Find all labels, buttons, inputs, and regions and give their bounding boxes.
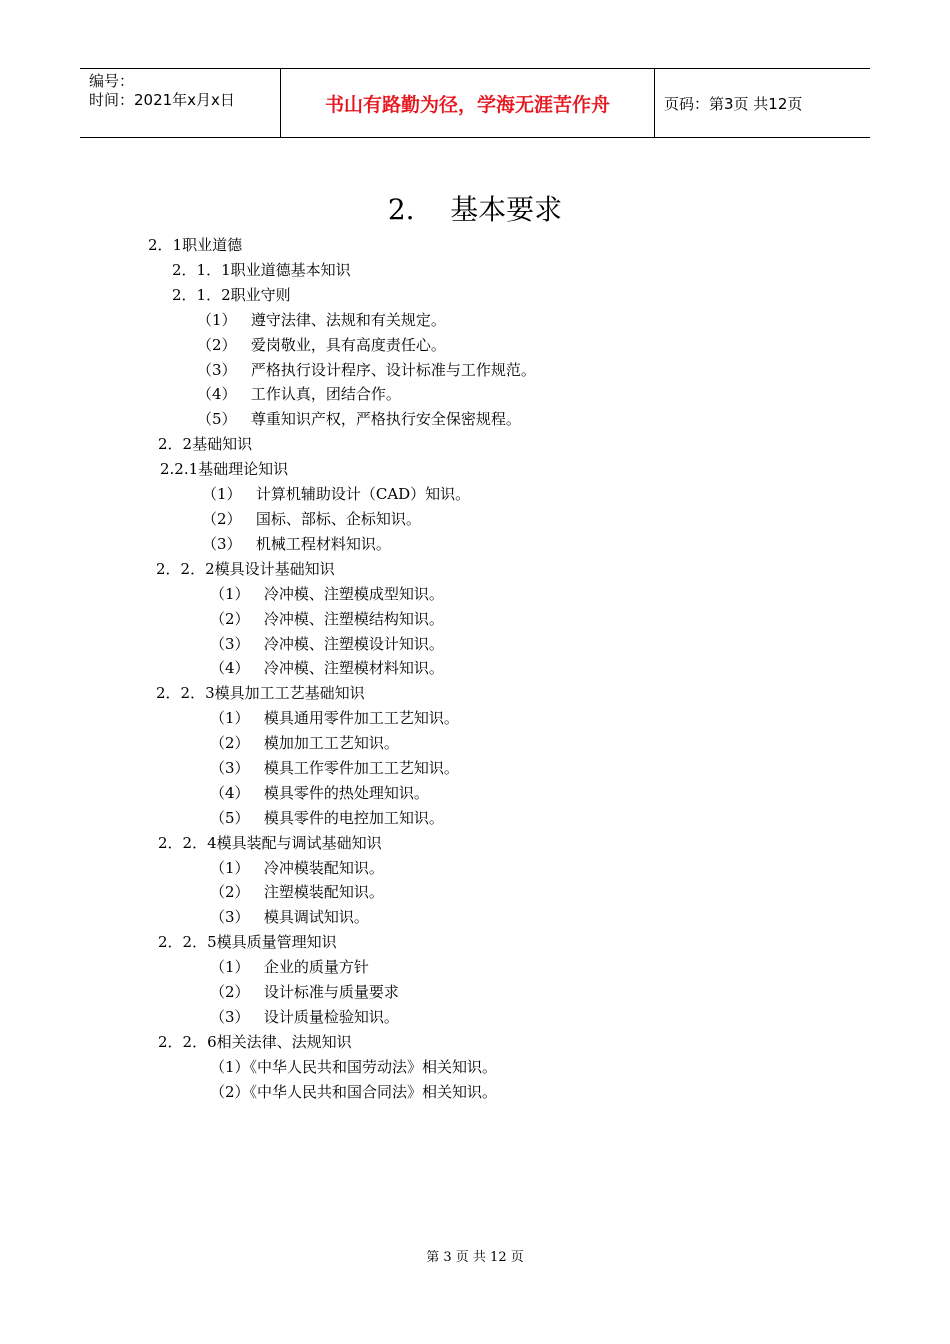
- outline-line: 2．2．3模具加工工艺基础知识: [156, 684, 365, 702]
- outline-line: （2） 冷冲模、注塑模结构知识。: [210, 610, 444, 628]
- section-title: 2. 基本要求: [387, 193, 563, 226]
- outline-line: 2．2基础知识: [158, 435, 253, 453]
- outline-line: （3） 严格执行设计程序、设计标准与工作规范。: [197, 361, 536, 379]
- outline-line: （2）《中华人民共和国合同法》相关知识。: [210, 1083, 498, 1101]
- outline-line: 2．1．1职业道德基本知识: [172, 261, 351, 279]
- outline-line: （3） 机械工程材料知识。: [202, 535, 391, 553]
- outline-line: （1） 计算机辅助设计（CAD）知识。: [202, 485, 471, 503]
- outline-line: （2） 设计标准与质量要求: [210, 983, 399, 1001]
- outline-line: 2．2．2模具设计基础知识: [156, 560, 335, 578]
- outline-line: （2） 模加加工工艺知识。: [210, 734, 399, 752]
- outline-line: （3） 模具工作零件加工工艺知识。: [210, 759, 459, 777]
- page-header: [80, 68, 870, 138]
- outline-line: （4） 模具零件的热处理知识。: [210, 784, 429, 802]
- outline-line: （3） 模具调试知识。: [210, 908, 369, 926]
- outline-line: （1） 遵守法律、法规和有关规定。: [197, 311, 446, 329]
- page-footer: 第 3 页 共 12 页: [426, 1250, 524, 1265]
- header-page-info: 页码：第3页 共12页: [664, 94, 803, 113]
- header-meta: [80, 69, 281, 137]
- outline-line: （4） 工作认真，团结合作。: [197, 385, 401, 403]
- outline-line: （1） 冷冲模、注塑模成型知识。: [210, 585, 444, 603]
- outline-line: （5） 尊重知识产权，严格执行安全保密规程。: [197, 410, 521, 428]
- outline-line: （4） 冷冲模、注塑模材料知识。: [210, 659, 444, 677]
- outline-line: 2.2.1基础理论知识: [160, 460, 289, 478]
- outline-line: （2） 爱岗敬业，具有高度责任心。: [197, 336, 446, 354]
- outline-line: 2．1．2职业守则: [172, 286, 291, 304]
- outline-line: 2．2．4模具装配与调试基础知识: [158, 834, 382, 852]
- outline-line: （5） 模具零件的电控加工知识。: [210, 809, 444, 827]
- header-motto: 书山有路勤为径，学海无涯苦作舟: [281, 69, 655, 137]
- outline-line: （3） 设计质量检验知识。: [210, 1008, 399, 1026]
- outline-line: （1） 企业的质量方针: [210, 958, 369, 976]
- outline-line: 2．2．5模具质量管理知识: [158, 933, 337, 951]
- outline-line: （1） 模具通用零件加工工艺知识。: [210, 709, 459, 727]
- outline-line: （1） 冷冲模装配知识。: [210, 859, 384, 877]
- header-time: 时间：2021年x月x日: [89, 91, 235, 109]
- outline-line: 2．2．6相关法律、法规知识: [158, 1033, 352, 1051]
- header-number: 编号：: [89, 72, 135, 90]
- outline-line: （3） 冷冲模、注塑模设计知识。: [210, 635, 444, 653]
- outline-line: （1）《中华人民共和国劳动法》相关知识。: [210, 1058, 498, 1076]
- outline-line: 2．1职业道德: [148, 236, 243, 254]
- outline-line: （2） 国标、部标、企标知识。: [202, 510, 421, 528]
- outline-line: （2） 注塑模装配知识。: [210, 883, 384, 901]
